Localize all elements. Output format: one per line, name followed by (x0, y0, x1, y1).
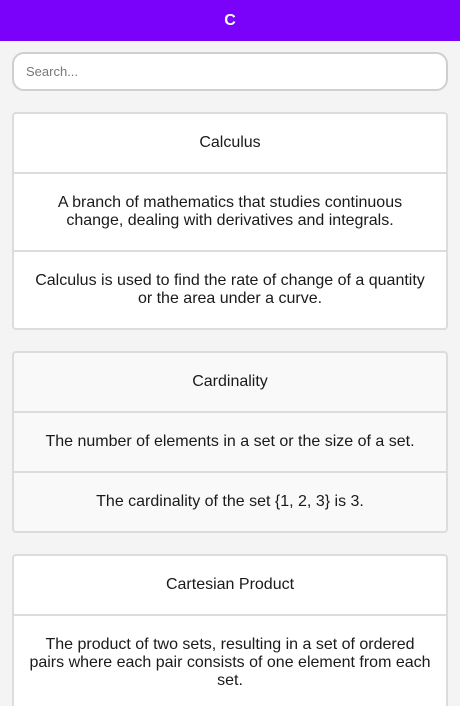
term-title: Cardinality (192, 373, 268, 390)
term-card[interactable] (12, 554, 448, 706)
term-title: Calculus (199, 134, 261, 151)
term-example: The cardinality of the set {1, 2, 3} is 3. (14, 471, 446, 531)
term-definition: The product of two sets, resulting in a set of ordered pairs where each pair consists of one element from each set. (14, 614, 446, 706)
header-title: C (224, 11, 236, 29)
term-definition: A branch of mathematics that studies continuous change, dealing with derivatives and integrals. (14, 172, 446, 250)
term-example: Calculus is used to find the rate of change of a quantity or the area under a curve. (14, 250, 446, 328)
term-card[interactable] (12, 112, 448, 330)
term-definition: The number of elements in a set or the size of a set. (14, 411, 446, 471)
term-title: Cartesian Product (165, 576, 295, 593)
term-list (0, 91, 460, 706)
app-header (0, 0, 460, 41)
term-card[interactable] (12, 351, 448, 533)
search-bar (0, 41, 460, 91)
search-input[interactable] (12, 52, 448, 91)
